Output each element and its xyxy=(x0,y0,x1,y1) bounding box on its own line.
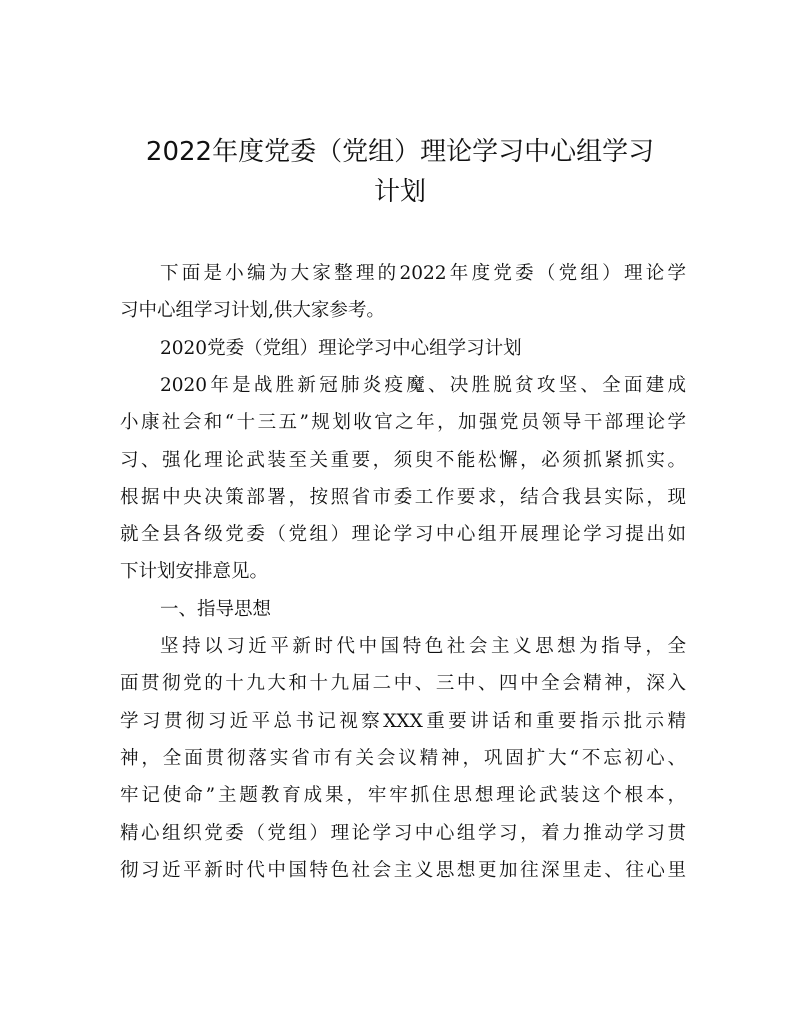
paragraph-line: 牢记使命”主题教育成果，牢牢抓住思想理论武装这个根本， xyxy=(120,785,686,806)
paragraph-line: 就全县各级党委（党组）理论学习中心组开展理论学习提出如 xyxy=(120,524,686,545)
paragraph-line: 彻习近平新时代中国特色社会主义思想更加往深里走、往心里 xyxy=(120,860,686,881)
paragraph-line: 2020党委（党组）理论学习中心组学习计划 xyxy=(160,338,522,359)
paragraph-line: 下面是小编为大家整理的2022年度党委（党组）理论学 xyxy=(160,263,686,284)
title-line-2: 计划 xyxy=(373,177,426,207)
paragraph-line: 坚持以习近平新时代中国特色社会主义思想为指导，全 xyxy=(160,636,686,657)
paragraph-line: 面贯彻党的十九大和十九届二中、三中、四中全会精神，深入 xyxy=(120,673,686,694)
paragraph-line: 习、强化理论武装至关重要，须臾不能松懈，必须抓紧抓实。 xyxy=(120,450,686,471)
paragraph-line: 习中心组学习计划,供大家参考。 xyxy=(120,300,385,321)
paragraph-line: 学习贯彻习近平总书记视察XXX重要讲话和重要指示批示精 xyxy=(120,711,686,732)
paragraph-line: 精心组织党委（党组）理论学习中心组学习，着力推动学习贯 xyxy=(120,823,686,844)
paragraph-line: 小康社会和“十三五”规划收官之年，加强党员领导干部理论学 xyxy=(120,412,686,433)
title-line-1: 2022年度党委（党组）理论学习中心组学习 xyxy=(145,137,655,167)
paragraph-line: 一、指导思想 xyxy=(160,599,272,620)
paragraph-line: 下计划安排意见。 xyxy=(120,561,269,582)
paragraph-line: 根据中央决策部署，按照省市委工作要求，结合我县实际，现 xyxy=(120,487,686,508)
document-title xyxy=(60,132,740,212)
paragraph-line: 神，全面贯彻落实省市有关会议精神，巩固扩大“不忘初心、 xyxy=(120,748,686,769)
paragraph-line: 2020年是战胜新冠肺炎疫魔、决胜脱贫攻坚、全面建成 xyxy=(160,375,686,396)
